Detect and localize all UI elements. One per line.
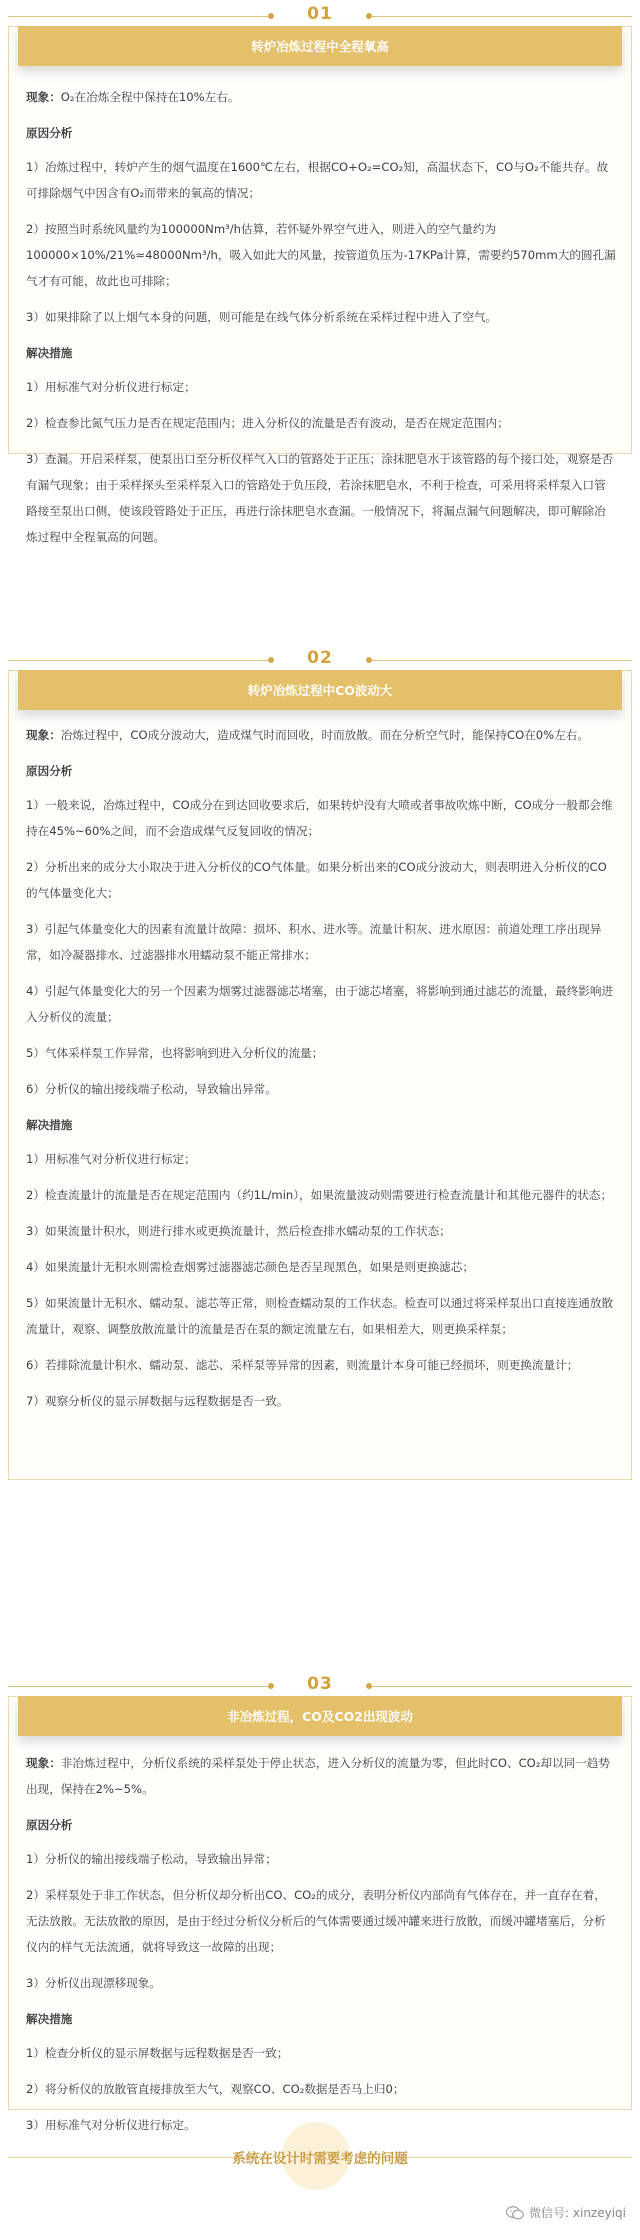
cause-item: 3）引起气体量变化大的因素有流量计故障：损坏、积水、进水等。流量计积灰、进水原因：前道处理工序出现异常，如冷凝器排水、过滤器排水用蠕动泵不能正常排水； [26, 922, 602, 962]
cause-item: 1）冶炼过程中，转炉产生的烟气温度在1600℃左右，根据CO+O₂=CO₂知，高温状态下，CO与O₂不能共存。故可排除烟气中因含有O₂而带来的氧高的情况； [26, 160, 609, 200]
divider-line [372, 1686, 632, 1687]
cause-item: 1）一般来说，冶炼过程中，CO成分在到达回收要求后，如果转炉没有大喷或者事故吹炼中断，CO成分一般都会维持在45%~60%之间，而不会造成煤气反复回收的情况； [26, 798, 613, 838]
solution-item: 3）查漏。开启采样泵，使泵出口至分析仪样气入口的管路处于正压；涂抹肥皂水于该管路的每个接口处，观察是否有漏气现象；由于采样探头至采样泵入口的管路处于负压段，若涂抹肥皂水，不利于检查，可采用将采样泵入口管路接至泵出口侧，使该段管路处于正压，再进行涂抹肥皂水查漏。一般情况下，将漏点漏气问题解决，即可解除冶炼过程中全程氧高的问题。 [26, 452, 614, 544]
cause-item: 5）气体采样泵工作异常，也将影响到进入分析仪的流量； [26, 1046, 324, 1060]
divider-line [372, 660, 632, 661]
section-banner: 转炉冶炼过程中CO波动大 [18, 670, 622, 710]
phenomenon-label: 现象： [26, 90, 61, 104]
solution-item: 1）用标准气对分析仪进行标定； [26, 1152, 196, 1166]
divider-dot [268, 1683, 274, 1689]
section-number: 03 [307, 1674, 333, 1694]
footer-title: 系统在设计时需要考虑的问题 [232, 2151, 408, 2167]
divider-line [8, 660, 270, 661]
divider-line [8, 1686, 270, 1687]
cause-item: 2）采样泵处于非工作状态，但分析仪却分析出CO、CO₂的成分，表明分析仪内部尚有气体存在，并一直存在着，无法放散。无法放散的原因，是由于经过分析仪分析后的气体需要通过缓冲罐来进行放散，而缓冲罐堵塞后，分析仪内的样气无法流通，就将导致这一故障的出现； [26, 1888, 606, 1954]
section-content [26, 1750, 616, 2148]
cause-item: 2）按照当时系统风量约为100000Nm³/h估算，若怀疑外界空气进入，则进入的空气量约为100000×10%/21%≈48000Nm³/h，吸入如此大的风量，按管道负压为-17KPa计算，需要约570mm大的圆孔漏气才有可能，故此也可排除； [26, 222, 616, 288]
solution-item: 1）用标准气对分析仪进行标定； [26, 380, 196, 394]
divider-dot [268, 657, 274, 663]
solution-item: 6）若排除流量计积水、蠕动泵、滤芯、采样泵等异常的因素，则流量计本身可能已经损坏，则更换流量计； [26, 1358, 579, 1372]
cause-heading: 原因分析 [26, 764, 73, 778]
cause-item: 2）分析出来的成分大小取决于进入分析仪的CO气体量。如果分析出来的CO成分波动大，则表明进入分析仪的CO的气体量变化大； [26, 860, 607, 900]
cause-item: 3）如果排除了以上烟气本身的问题，则可能是在线气体分析系统在采样过程中进入了空气。 [26, 310, 498, 324]
solution-item: 5）如果流量计无积水、蠕动泵、滤芯等正常，则检查蠕动泵的工作状态。检查可以通过将采样泵出口直接连通放散流量计，观察、调整放散流量计的流量是否在泵的额定流量左右，如果相差大，则更换采样泵； [26, 1296, 614, 1336]
cause-item: 6）分析仪的输出接线端子松动，导致输出异常。 [26, 1082, 277, 1096]
divider-line [8, 16, 270, 17]
wechat-id: 微信号: xinzeyiqi [529, 2206, 626, 2220]
section-banner: 转炉冶炼过程中全程氧高 [18, 26, 622, 66]
phenomenon [26, 84, 616, 110]
solution-heading: 解决措施 [26, 346, 73, 360]
solution-heading: 解决措施 [26, 1118, 73, 1132]
solution-item: 3）如果流量计积水，则进行排水或更换流量计，然后检查排水蠕动泵的工作状态； [26, 1224, 451, 1238]
section-number: 02 [307, 648, 333, 668]
solution-item: 3）用标准气对分析仪进行标定。 [26, 2118, 196, 2132]
solution-item: 2）将分析仪的放散管直接排放至大气，观察CO、CO₂数据是否马上归0； [26, 2082, 405, 2096]
cause-item: 1）分析仪的输出接线端子松动，导致输出异常； [26, 1852, 277, 1866]
solution-heading: 解决措施 [26, 2012, 73, 2026]
section-content [26, 84, 616, 560]
wechat-watermark [506, 2204, 626, 2221]
section-number: 01 [307, 4, 333, 24]
cause-heading: 原因分析 [26, 1818, 73, 1832]
phenomenon-text: 非冶炼过程中，分析仪系统的采样泵处于停止状态，进入分析仪的流量为零，但此时CO、CO₂却以同一趋势出现，保持在2%~5%。 [26, 1756, 611, 1796]
section-number-row [0, 4, 640, 28]
cause-item: 4）引起气体量变化大的另一个因素为烟雾过滤器滤芯堵塞，由于滤芯堵塞，将影响到通过滤芯的流量，最终影响进入分析仪的流量； [26, 984, 614, 1024]
section-content [26, 722, 616, 1424]
solution-item: 2）检查流量计的流量是否在规定范围内（约1L/min），如果流量波动则需要进行检查流量计和其他元器件的状态； [26, 1188, 613, 1202]
divider-line [372, 16, 632, 17]
cause-heading: 原因分析 [26, 126, 73, 140]
solution-item: 4）如果流量计无积水则需检查烟雾过滤器滤芯颜色是否呈现黑色，如果是则更换滤芯； [26, 1260, 474, 1274]
section-number-row [0, 1674, 640, 1698]
phenomenon [26, 1750, 616, 1802]
solution-item: 2）检查参比氮气压力是否在规定范围内；进入分析仪的流量是否有波动，是否在规定范围内； [26, 416, 509, 430]
phenomenon [26, 722, 616, 748]
phenomenon-label: 现象： [26, 1756, 61, 1770]
phenomenon-label: 现象： [26, 728, 61, 742]
cause-item: 3）分析仪出现漂移现象。 [26, 1976, 161, 1990]
solution-item: 1）检查分析仪的显示屏数据与远程数据是否一致； [26, 2046, 289, 2060]
divider-dot [268, 13, 274, 19]
phenomenon-text: O₂在冶炼全程中保持在10%左右。 [60, 90, 240, 104]
section-number-row [0, 648, 640, 672]
wechat-icon [506, 2206, 524, 2220]
section-banner: 非冶炼过程，CO及CO2出现波动 [18, 1696, 622, 1736]
phenomenon-text: 冶炼过程中，CO成分波动大，造成煤气时而回收，时而放散。而在分析空气时，能保持CO在0%左右。 [60, 728, 589, 742]
solution-item: 7）观察分析仪的显示屏数据与远程数据是否一致。 [26, 1394, 289, 1408]
